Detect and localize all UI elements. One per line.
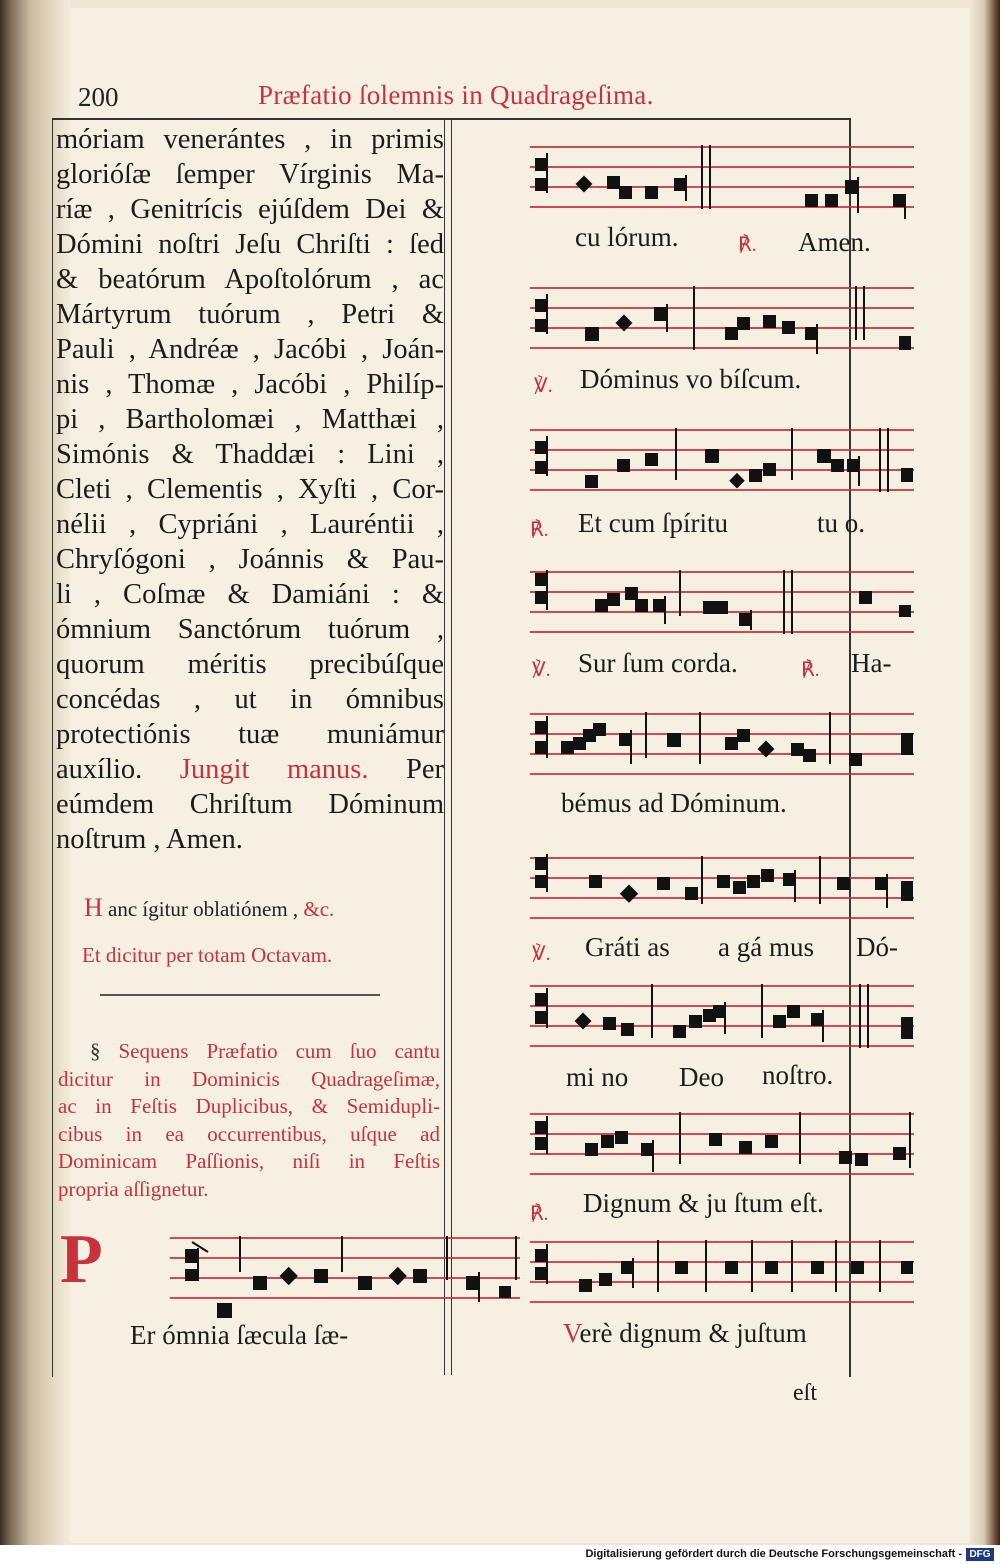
text-line: Pauli , Andréæ , Jacóbi , Joán- xyxy=(56,334,444,365)
music-staff-5 xyxy=(530,708,914,798)
text-line: concédas , ut in ómnibus xyxy=(56,684,444,715)
text-line: li , Coſmæ & Damiáni : & xyxy=(56,579,444,610)
music-staff-7 xyxy=(530,980,914,1070)
dfg-logo: DFG xyxy=(966,1548,994,1561)
chant-neumes xyxy=(536,286,910,354)
text-line: quorum méritis precibúſque xyxy=(56,649,444,680)
section-line xyxy=(58,1038,440,1066)
chant-lyric: ℣. xyxy=(532,943,551,965)
music-staff-4 xyxy=(530,566,914,656)
chant-lyric: mi no xyxy=(566,1062,629,1092)
text-fragment: Per xyxy=(406,754,444,785)
chant-lyric: Verè dignum & juſtum xyxy=(563,1318,807,1348)
chant-lyric: ℣. xyxy=(534,375,553,397)
rubric-octave: Et dicitur per totam Octavam. xyxy=(82,943,333,967)
chant-lyric: ℣. xyxy=(532,659,551,681)
rubric-jungit-manus: Jungit manus. xyxy=(179,754,369,785)
text-line: Dómini noſtri Jeſu Chriſti : ſed xyxy=(56,229,444,260)
initial-V: V xyxy=(563,1318,580,1348)
text-fragment: auxílio. xyxy=(56,754,143,785)
section-mark: § xyxy=(90,1039,101,1063)
music-staff-9 xyxy=(530,1236,914,1326)
text-line: móriam venerántes , in primis xyxy=(56,124,444,155)
text-line: Cleti , Clementis , Xyſti , Cor- xyxy=(56,474,444,505)
section-line: propria aſſignetur. xyxy=(58,1176,209,1201)
rubric-text: anc ígitur oblatiónem , xyxy=(108,897,299,921)
section-text: Sequens Præfatio cum ſuo cantu xyxy=(118,1039,441,1063)
text-line: pi , Bartholomæi , Matthæi , xyxy=(56,404,444,435)
rubric-hanc-igitur xyxy=(84,893,334,923)
chant-lyric: ℟. xyxy=(530,519,549,541)
section-line: cibus in ea occurrentibus, uſque ad xyxy=(58,1121,440,1146)
column-divider xyxy=(444,118,452,1375)
chant-lyric: Gráti as xyxy=(585,932,670,962)
music-staff-2 xyxy=(530,282,914,372)
rubric-initial: H xyxy=(84,893,103,922)
chant-neumes xyxy=(186,1236,516,1317)
footer-credit: Digitalisierung gefördert durch die Deutsche Forschungsgemeinschaft - xyxy=(585,1548,962,1560)
staff-lines xyxy=(530,147,914,207)
rubric-etc: &c. xyxy=(303,897,335,921)
running-title: Præfatio ſolemnis in Quadrageſima. xyxy=(258,80,654,110)
text-line: nis , Thomæ , Jacóbi , Philíp- xyxy=(56,369,444,400)
chant-lyric: ℟. xyxy=(738,234,757,256)
left-column xyxy=(56,122,444,857)
text-line-rubric xyxy=(56,752,444,787)
music-staff-1 xyxy=(530,141,914,231)
catchword: eſt xyxy=(793,1380,817,1406)
chant-lyric: noſtro. xyxy=(762,1060,834,1090)
text-line: protectiónis tuæ muniámur xyxy=(56,719,444,750)
chant-lyric: Et cum ſpíritu xyxy=(578,508,728,538)
text-line: ríæ , Genitrícis ejúſdem Dei & xyxy=(56,194,444,225)
text-line: eúmdem Chriſtum Dóminum xyxy=(56,789,444,820)
book-edge xyxy=(970,0,1000,1545)
chant-neumes xyxy=(536,854,912,908)
text-line: nélii , Cypriáni , Lauréntii , xyxy=(56,509,444,540)
section-line: ac in Feſtis Duplicibus, & Semidupli- xyxy=(58,1094,440,1118)
chant-lyric: a gá mus xyxy=(718,932,814,962)
chant-neumes xyxy=(536,984,912,1048)
text-line: Chryſógoni , Joánnis & Pau- xyxy=(56,544,444,575)
initial-P: P xyxy=(60,1221,103,1298)
text-line: noſtrum , Amen. xyxy=(56,824,243,855)
chant-lyric: Dó- xyxy=(856,932,898,962)
footer-bar xyxy=(0,1545,1000,1564)
chant-lyric: Amen. xyxy=(798,227,871,257)
text-line: glorióſæ ſemper Vírginis Ma- xyxy=(56,159,444,190)
chant-neumes xyxy=(536,570,910,634)
chant-lyric: Ha- xyxy=(851,648,892,678)
chant-lyric: Sur ſum corda. xyxy=(578,648,738,678)
chant-neumes xyxy=(536,1240,912,1292)
music-staff-3 xyxy=(530,424,914,514)
section-line: Dominicam Paſſionis, niſi in Feſtis xyxy=(58,1149,440,1173)
chant-lyric: cu lórum. xyxy=(575,222,679,252)
music-staff-6 xyxy=(530,852,914,942)
chant-neumes xyxy=(536,428,912,492)
chant-lyric: Dignum & ju ſtum eſt. xyxy=(583,1188,824,1218)
music-staff-8 xyxy=(530,1108,914,1198)
chant-lyric: Dóminus vo bíſcum. xyxy=(580,364,802,394)
chant-lyric: Er ómnia ſæcula ſæ- xyxy=(130,1320,349,1350)
chant-neumes xyxy=(536,712,912,765)
page-number: 200 xyxy=(78,82,119,112)
chant-lyric: bémus ad Dóminum. xyxy=(561,788,787,818)
text-line: Simónis & Thaddæi : Lini , xyxy=(56,439,444,470)
horizontal-rule xyxy=(100,994,380,996)
music-staff-left xyxy=(170,1232,520,1322)
section-line: dicitur in Dominicis Quadrageſimæ, xyxy=(58,1066,440,1091)
chant-lyric: ℟. xyxy=(801,659,820,681)
chant-neumes xyxy=(536,1112,910,1172)
chant-lyric: Deo xyxy=(679,1062,724,1092)
text-line: ómnium Sanctórum tuórum , xyxy=(56,614,444,645)
text-line: & beatórum Apoſtolórum , ac xyxy=(56,264,444,295)
chant-lyric: ℟. xyxy=(530,1203,549,1225)
chant-lyric: tu o. xyxy=(817,508,866,538)
section-rubric xyxy=(58,1038,440,1203)
text-line: Mártyrum tuórum , Petri & xyxy=(56,299,444,330)
